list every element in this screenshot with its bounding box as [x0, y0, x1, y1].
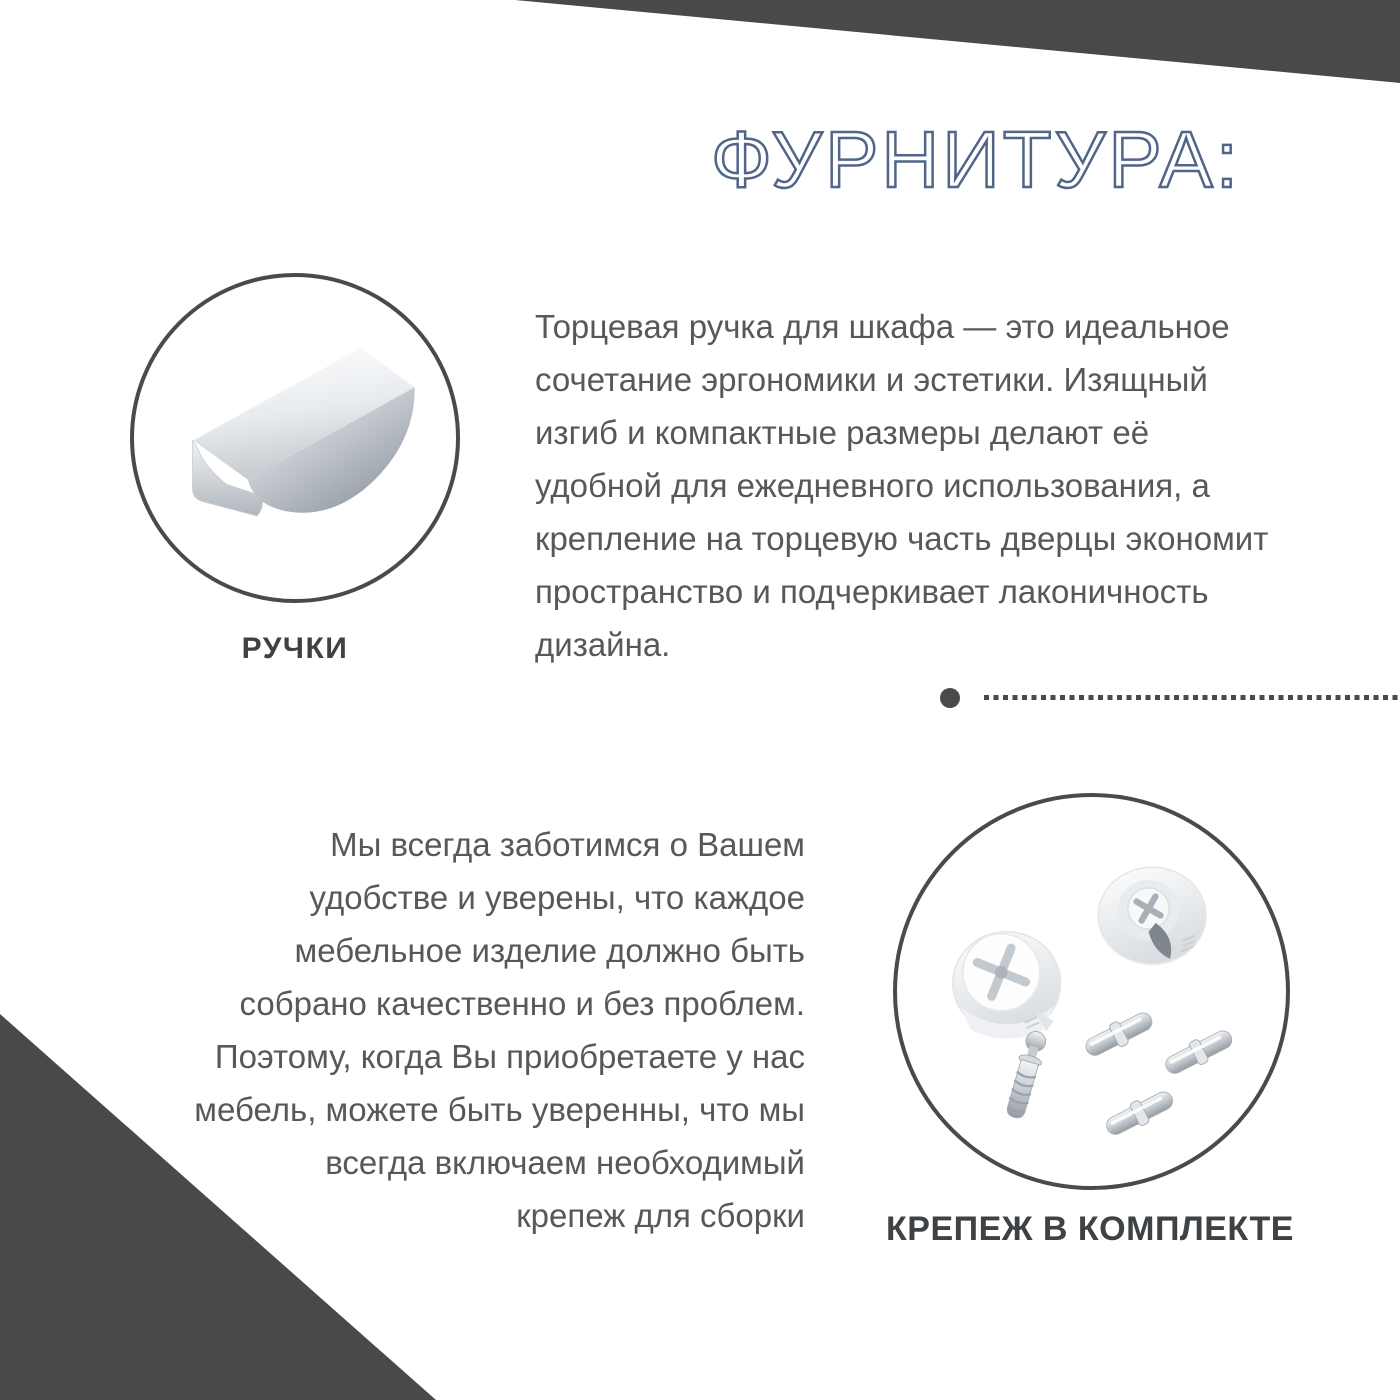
paragraph-line: удобной для ежедневного использования, а: [535, 467, 1210, 504]
edge-pull-handle-icon: [150, 293, 440, 583]
fasteners-paragraph: [90, 818, 805, 1242]
paragraph-line: крепление на торцевую часть дверцы экономит: [535, 520, 1269, 557]
cam-locks-shelf-pins-icon: [917, 817, 1267, 1167]
paragraph-line: удобстве и уверены, что каждое: [309, 879, 805, 916]
paragraph-line: мебель, можете быть уверенны, что мы: [194, 1091, 805, 1128]
dotted-divider-line: [984, 695, 1400, 700]
page-title: ФУРНИТУРА:: [711, 115, 1241, 204]
paragraph-line: дизайна.: [535, 626, 671, 663]
paragraph-line: мебельное изделие должно быть: [294, 932, 805, 969]
handles-label: РУЧКИ: [241, 632, 349, 665]
paragraph-line: крепеж для сборки: [516, 1197, 805, 1234]
paragraph-line: пространство и подчеркивает лаконичность: [535, 573, 1209, 610]
handles-paragraph: [535, 300, 1360, 671]
paragraph-line: Мы всегда заботимся о Вашем: [330, 826, 805, 863]
paragraph-line: собрано качественно и без проблем.: [239, 985, 805, 1022]
fasteners-label: КРЕПЕЖ В КОМПЛЕКТЕ: [886, 1210, 1294, 1248]
paragraph-line: всегда включаем необходимый: [325, 1144, 805, 1181]
fasteners-image-circle: [893, 793, 1290, 1190]
divider-start-dot: [940, 688, 960, 708]
paragraph-line: изгиб и компактные размеры делают её: [535, 414, 1150, 451]
paragraph-line: Торцевая ручка для шкафа — это идеальное: [535, 308, 1230, 345]
paragraph-line: Поэтому, когда Вы приобретаете у нас: [214, 1038, 805, 1075]
paragraph-line: сочетание эргономики и эстетики. Изящный: [535, 361, 1208, 398]
handles-image-circle: [130, 273, 460, 603]
